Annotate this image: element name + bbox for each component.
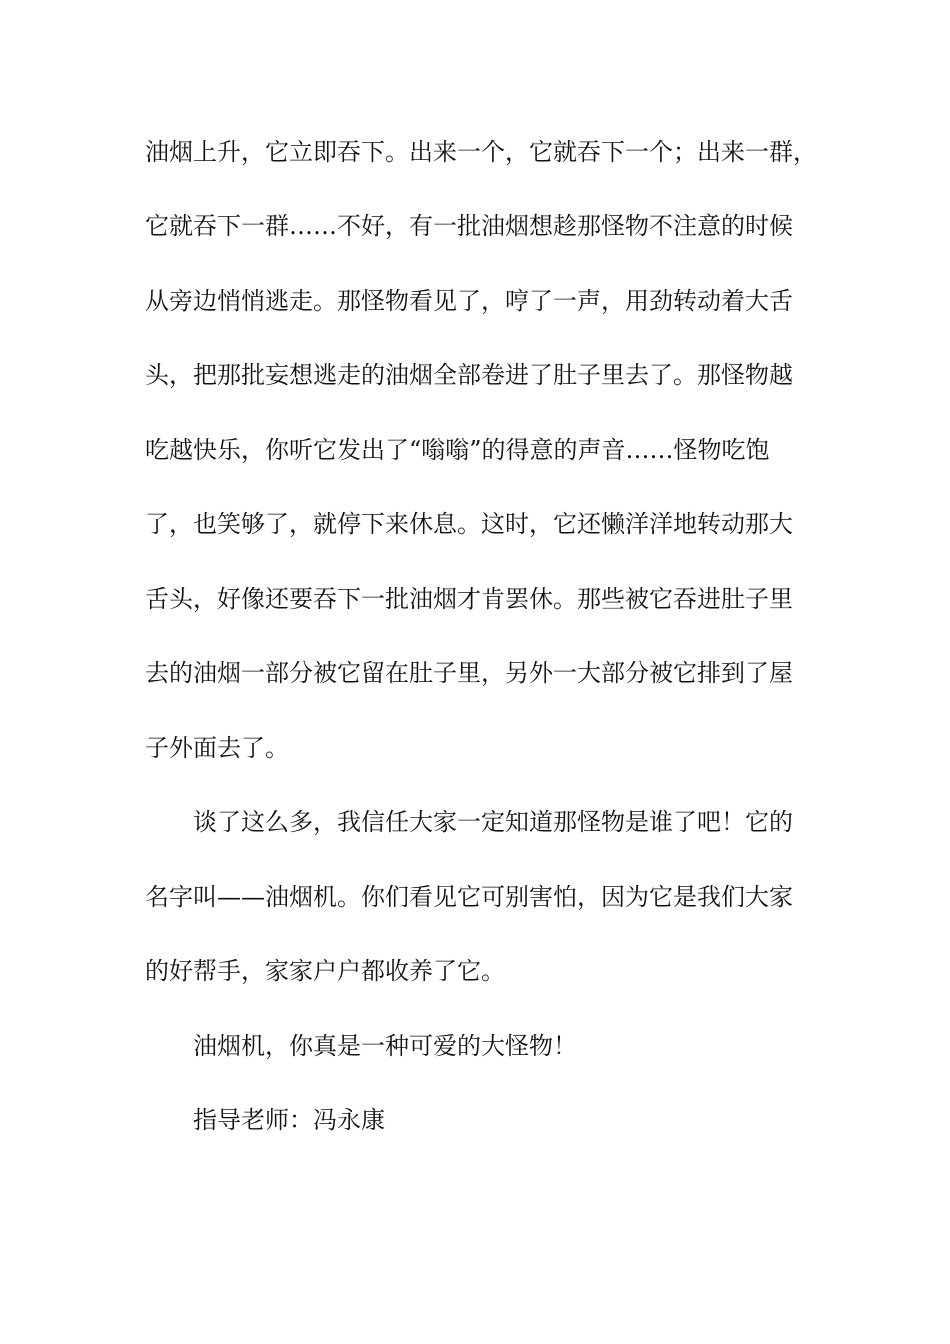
paragraph-line-5: 吃越快乐，你听它发出了“嗡嗡”的得意的声音……怪物吃饱 bbox=[145, 436, 770, 464]
paragraph-line-1: 油烟上升，它立即吞下。出来一个，它就吞下一个；出来一群， bbox=[145, 138, 817, 166]
paragraph-line-8: 去的油烟一部分被它留在肚子里，另外一大部分被它排到了屋 bbox=[145, 659, 793, 687]
teacher-credit: 指导老师：冯永康 bbox=[193, 1106, 385, 1134]
paragraph-line-2: 它就吞下一群……不好，有一批油烟想趁那怪物不注意的时候 bbox=[145, 212, 793, 240]
paragraph-line-6: 了，也笑够了，就停下来休息。这时，它还懒洋洋地转动那大 bbox=[145, 510, 793, 538]
paragraph-line-12: 的好帮手，家家户户都收养了它。 bbox=[145, 957, 505, 985]
paragraph-line-4: 头，把那批妄想逃走的油烟全部卷进了肚子里去了。那怪物越 bbox=[145, 361, 793, 389]
paragraph-line-10: 谈了这么多，我信任大家一定知道那怪物是谁了吧！它的 bbox=[193, 808, 793, 836]
paragraph-line-9: 子外面去了。 bbox=[145, 734, 289, 762]
closing-sentence: 油烟机，你真是一种可爱的大怪物！ bbox=[193, 1032, 577, 1060]
paragraph-line-11: 名字叫——油烟机。你们看见它可别害怕，因为它是我们大家 bbox=[145, 883, 793, 911]
paragraph-line-3: 从旁边悄悄逃走。那怪物看见了，哼了一声，用劲转动着大舌 bbox=[145, 287, 793, 315]
paragraph-line-7: 舌头，好像还要吞下一批油烟才肯罢休。那些被它吞进肚子里 bbox=[145, 585, 793, 613]
